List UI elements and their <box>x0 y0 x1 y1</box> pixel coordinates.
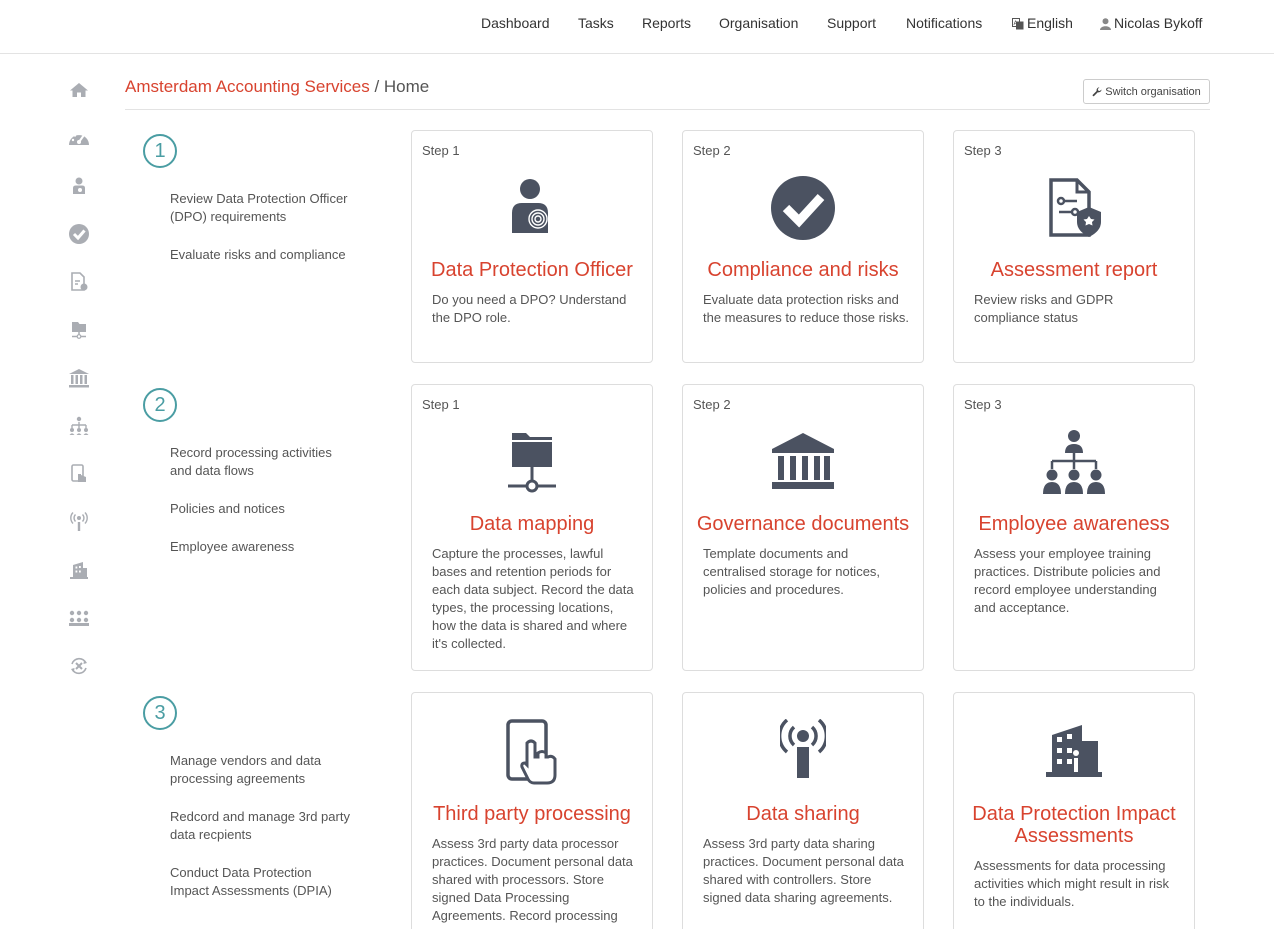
breach-icon[interactable] <box>62 653 96 679</box>
third-party-icon[interactable] <box>62 461 96 487</box>
section-3-item: Redcord and manage 3rd party data recpients <box>170 809 350 842</box>
nav-reports[interactable]: Reports <box>642 15 692 31</box>
dpo-icon <box>412 177 652 233</box>
nav-organisation[interactable]: Organisation <box>719 15 799 31</box>
section-3-item: Conduct Data Protection Impact Assessments (DPIA) <box>170 865 332 898</box>
card-description: Assess your employee training practices. Distribute policies and record employee understanding and acceptance. <box>974 546 1161 615</box>
card-title: Governance documents <box>696 513 910 535</box>
nav-tasks[interactable]: Tasks <box>578 15 614 31</box>
report-icon[interactable] <box>62 269 96 295</box>
hierarchy-icon[interactable] <box>62 413 96 439</box>
breadcrumb <box>125 77 429 97</box>
nav-dashboard[interactable]: Dashboard <box>481 15 550 31</box>
switch-organisation-label: Switch organisation <box>1105 85 1201 98</box>
data-mapping-icon[interactable] <box>62 317 96 343</box>
card-governance-documents[interactable] <box>682 384 924 671</box>
switch-organisation-button[interactable] <box>1083 79 1210 104</box>
section-2-item: Record processing activities and data flows <box>170 445 332 478</box>
data-sharing-icon <box>683 719 923 779</box>
card-description: Do you need a DPO? Understand the DPO role. <box>432 292 627 325</box>
breadcrumb-separator: / <box>369 77 384 96</box>
card-data-sharing[interactable] <box>682 692 924 929</box>
language-label: English <box>1027 15 1073 31</box>
section-number-1: 1 <box>143 134 177 168</box>
card-description: Template documents and centralised storage for notices, policies and procedures. <box>703 546 881 597</box>
nav-language[interactable] <box>1012 15 1073 31</box>
card-description: Evaluate data protection risks and the measures to reduce those risks. <box>703 292 909 325</box>
card-step: Step 2 <box>693 143 731 158</box>
card-title: Data Protection Impact Assessments <box>972 803 1176 847</box>
dpo-icon[interactable] <box>62 173 96 199</box>
dpia-icon <box>954 723 1194 777</box>
governance-icon[interactable] <box>62 365 96 391</box>
dpia-icon[interactable] <box>62 557 96 583</box>
card-employee-awareness[interactable] <box>953 384 1195 671</box>
check-icon <box>683 175 923 241</box>
card-data-protection-officer[interactable] <box>411 130 653 363</box>
section-1-item: Review Data Protection Officer (DPO) requirements <box>170 191 348 224</box>
breadcrumb-organisation-link[interactable]: Amsterdam Accounting Services <box>125 77 370 96</box>
report-icon <box>954 177 1194 239</box>
card-title: Data Protection Officer <box>431 259 633 281</box>
card-title: Third party processing <box>433 803 631 825</box>
nav-user[interactable] <box>1100 15 1202 31</box>
card-compliance-and-risks[interactable] <box>682 130 924 363</box>
section-1-item: Evaluate risks and compliance <box>170 247 346 262</box>
card-description: Assess 3rd party data sharing practices. Document personal data shared with controllers. Store signed data sharing agreements. <box>703 836 904 905</box>
card-dpia[interactable] <box>953 692 1195 929</box>
data-sharing-icon[interactable] <box>62 509 96 535</box>
card-title: Assessment report <box>990 259 1158 281</box>
home-icon[interactable] <box>62 77 96 103</box>
card-description: Review risks and GDPR compliance status <box>974 292 1114 325</box>
card-title: Employee awareness <box>978 513 1170 535</box>
header-divider <box>125 109 1210 110</box>
nav-notifications[interactable]: Notifications <box>906 15 983 31</box>
card-step: Step 1 <box>422 143 460 158</box>
data-mapping-icon <box>412 431 652 493</box>
card-step: Step 1 <box>422 397 460 412</box>
card-step: Step 3 <box>964 143 1002 158</box>
card-title: Compliance and risks <box>707 259 899 281</box>
section-3-item: Manage vendors and data processing agreements <box>170 753 322 786</box>
card-title: Data mapping <box>469 513 595 535</box>
third-party-icon <box>412 719 652 785</box>
card-title: Data sharing <box>746 803 860 825</box>
breadcrumb-current: Home <box>383 77 430 96</box>
user-icon <box>1100 18 1111 30</box>
card-step: Step 3 <box>964 397 1002 412</box>
svg-text:A: A <box>1013 20 1018 27</box>
users-icon[interactable] <box>62 605 96 631</box>
nav-support[interactable]: Support <box>827 15 877 31</box>
top-navigation <box>0 0 1274 54</box>
card-description: Capture the processes, lawful bases and retention periods for each data subject. Record the data types, the processing locations, how the data is shared and where it's collected. <box>432 546 634 651</box>
card-description: Assessments for data processing activities which might result in risk to the individuals. <box>974 858 1170 909</box>
card-step: Step 2 <box>693 397 731 412</box>
user-name: Nicolas Bykoff <box>1114 15 1203 31</box>
card-assessment-report[interactable] <box>953 130 1195 363</box>
card-data-mapping[interactable] <box>411 384 653 671</box>
language-icon <box>1012 18 1024 30</box>
card-third-party-processing[interactable] <box>411 692 653 929</box>
hierarchy-icon <box>954 429 1194 495</box>
section-2-item: Policies and notices <box>170 501 285 516</box>
card-description: Assess 3rd party data processor practices. Document personal data shared with processors. Store signed Data Processing Agreements. Record processing <box>432 836 633 923</box>
check-icon[interactable] <box>62 221 96 247</box>
dashboard-gauge-icon[interactable] <box>62 125 96 151</box>
section-2-item: Employee awareness <box>170 539 295 554</box>
section-number-2: 2 <box>143 388 177 422</box>
section-number-3: 3 <box>143 696 177 730</box>
governance-icon <box>683 431 923 491</box>
wrench-icon <box>1092 87 1102 97</box>
